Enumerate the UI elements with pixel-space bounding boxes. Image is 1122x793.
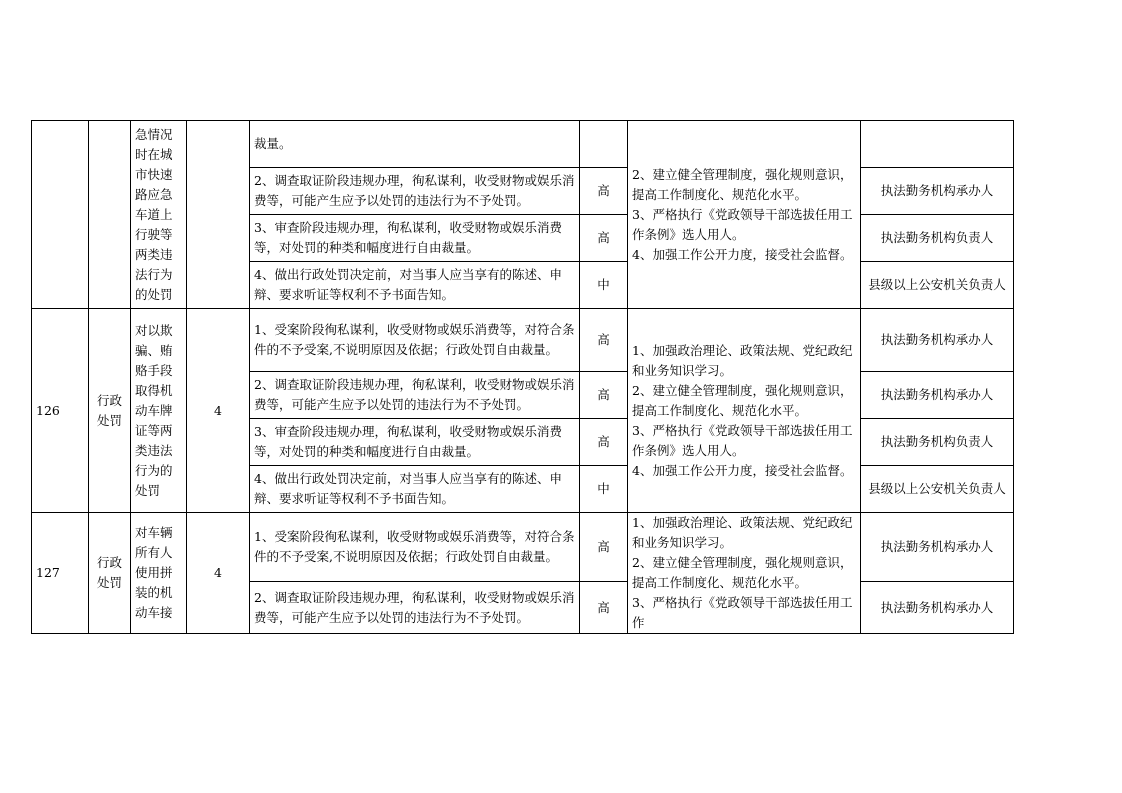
responsible-person-cell: 县级以上公安机关负责人 bbox=[861, 262, 1014, 309]
risk-table bbox=[31, 120, 1014, 634]
item-name-cell: 急情况时在城市快速路应急车道上行驶等两类违法行为的处罚 bbox=[131, 121, 187, 309]
risk-level-cell: 高 bbox=[580, 309, 628, 372]
responsible-person-cell: 执法勤务机构承办人 bbox=[861, 372, 1014, 419]
risk-point-cell: 1、受案阶段徇私谋利，收受财物或娱乐消费等，对符合条件的不予受案,不说明原因及依据；行政处罚自由裁量。 bbox=[250, 309, 580, 372]
item-name-cell: 对车辆所有人使用拼装的机动车接 bbox=[131, 513, 187, 634]
item-name-cell: 对以欺骗、贿赂手段取得机动车牌证等两类违法行为的处罚 bbox=[131, 309, 187, 513]
risk-count-cell: 4 bbox=[187, 513, 250, 634]
table-row bbox=[32, 309, 1014, 372]
item-number-cell bbox=[32, 121, 89, 309]
risk-level-cell: 高 bbox=[580, 215, 628, 262]
prevention-measures-cell bbox=[628, 513, 861, 634]
risk-point-cell: 4、做出行政处罚决定前，对当事人应当享有的陈述、申辩、要求听证等权利不予书面告知。 bbox=[250, 262, 580, 309]
risk-point-cell: 3、审查阶段违规办理，徇私谋利，收受财物或娱乐消费等，对处罚的种类和幅度进行自由裁量。 bbox=[250, 419, 580, 466]
measure-item: 2、建立健全管理制度，强化规则意识，提高工作制度化、规范化水平。 bbox=[632, 382, 853, 418]
risk-point-cell: 2、调查取证阶段违规办理，徇私谋利，收受财物或娱乐消费等，可能产生应予以处罚的违法行为不予处罚。 bbox=[250, 168, 580, 215]
risk-count-cell bbox=[187, 121, 250, 309]
risk-level-cell: 高 bbox=[580, 419, 628, 466]
measure-item: 1、加强政治理论、政策法规、党纪政纪和业务知识学习。 bbox=[632, 342, 853, 378]
measure-item: 3、严格执行《党政领导干部选拔任用工作 bbox=[632, 595, 853, 630]
risk-count-cell: 4 bbox=[187, 309, 250, 513]
responsible-person-cell: 执法勤务机构负责人 bbox=[861, 215, 1014, 262]
measure-item: 4、加强工作公开力度，接受社会监督。 bbox=[632, 462, 853, 478]
measure-item: 4、加强工作公开力度，接受社会监督。 bbox=[632, 246, 853, 262]
risk-point-cell: 2、调查取证阶段违规办理，徇私谋利，收受财物或娱乐消费等，可能产生应予以处罚的违法行为不予处罚。 bbox=[250, 582, 580, 634]
risk-point-cell: 裁量。 bbox=[250, 121, 580, 168]
responsible-person-cell: 县级以上公安机关负责人 bbox=[861, 466, 1014, 513]
prevention-measures-cell bbox=[628, 121, 861, 309]
prevention-measures-cell bbox=[628, 309, 861, 513]
responsible-person-cell: 执法勤务机构承办人 bbox=[861, 582, 1014, 634]
measure-item: 3、严格执行《党政领导干部选拔任用工作条例》选人用人。 bbox=[632, 206, 853, 242]
measure-item: 3、严格执行《党政领导干部选拔任用工作条例》选人用人。 bbox=[632, 422, 853, 458]
category-cell: 行政处罚 bbox=[89, 513, 131, 634]
category-cell: 行政处罚 bbox=[89, 309, 131, 513]
measure-item: 2、建立健全管理制度，强化规则意识，提高工作制度化、规范化水平。 bbox=[632, 166, 853, 202]
table-row bbox=[32, 121, 1014, 168]
item-number-cell: 126 bbox=[32, 309, 89, 513]
risk-level-cell: 中 bbox=[580, 466, 628, 513]
risk-level-cell bbox=[580, 121, 628, 168]
risk-point-cell: 3、审查阶段违规办理，徇私谋利，收受财物或娱乐消费等，对处罚的种类和幅度进行自由裁量。 bbox=[250, 215, 580, 262]
measure-item: 1、加强政治理论、政策法规、党纪政纪和业务知识学习。 bbox=[632, 515, 853, 550]
responsible-person-cell: 执法勤务机构负责人 bbox=[861, 419, 1014, 466]
measure-item: 2、建立健全管理制度，强化规则意识，提高工作制度化、规范化水平。 bbox=[632, 555, 853, 590]
risk-level-cell: 高 bbox=[580, 168, 628, 215]
risk-level-cell: 高 bbox=[580, 582, 628, 634]
item-number-cell: 127 bbox=[32, 513, 89, 634]
category-cell bbox=[89, 121, 131, 309]
risk-point-cell: 1、受案阶段徇私谋利，收受财物或娱乐消费等，对符合条件的不予受案,不说明原因及依据；行政处罚自由裁量。 bbox=[250, 513, 580, 582]
responsible-person-cell: 执法勤务机构承办人 bbox=[861, 168, 1014, 215]
risk-level-cell: 高 bbox=[580, 513, 628, 582]
responsible-person-cell: 执法勤务机构承办人 bbox=[861, 513, 1014, 582]
risk-level-cell: 高 bbox=[580, 372, 628, 419]
risk-point-cell: 4、做出行政处罚决定前，对当事人应当享有的陈述、申辩、要求听证等权利不予书面告知。 bbox=[250, 466, 580, 513]
risk-level-cell: 中 bbox=[580, 262, 628, 309]
responsible-person-cell bbox=[861, 121, 1014, 168]
responsible-person-cell: 执法勤务机构承办人 bbox=[861, 309, 1014, 372]
table-row bbox=[32, 513, 1014, 582]
risk-point-cell: 2、调查取证阶段违规办理，徇私谋利，收受财物或娱乐消费等，可能产生应予以处罚的违法行为不予处罚。 bbox=[250, 372, 580, 419]
